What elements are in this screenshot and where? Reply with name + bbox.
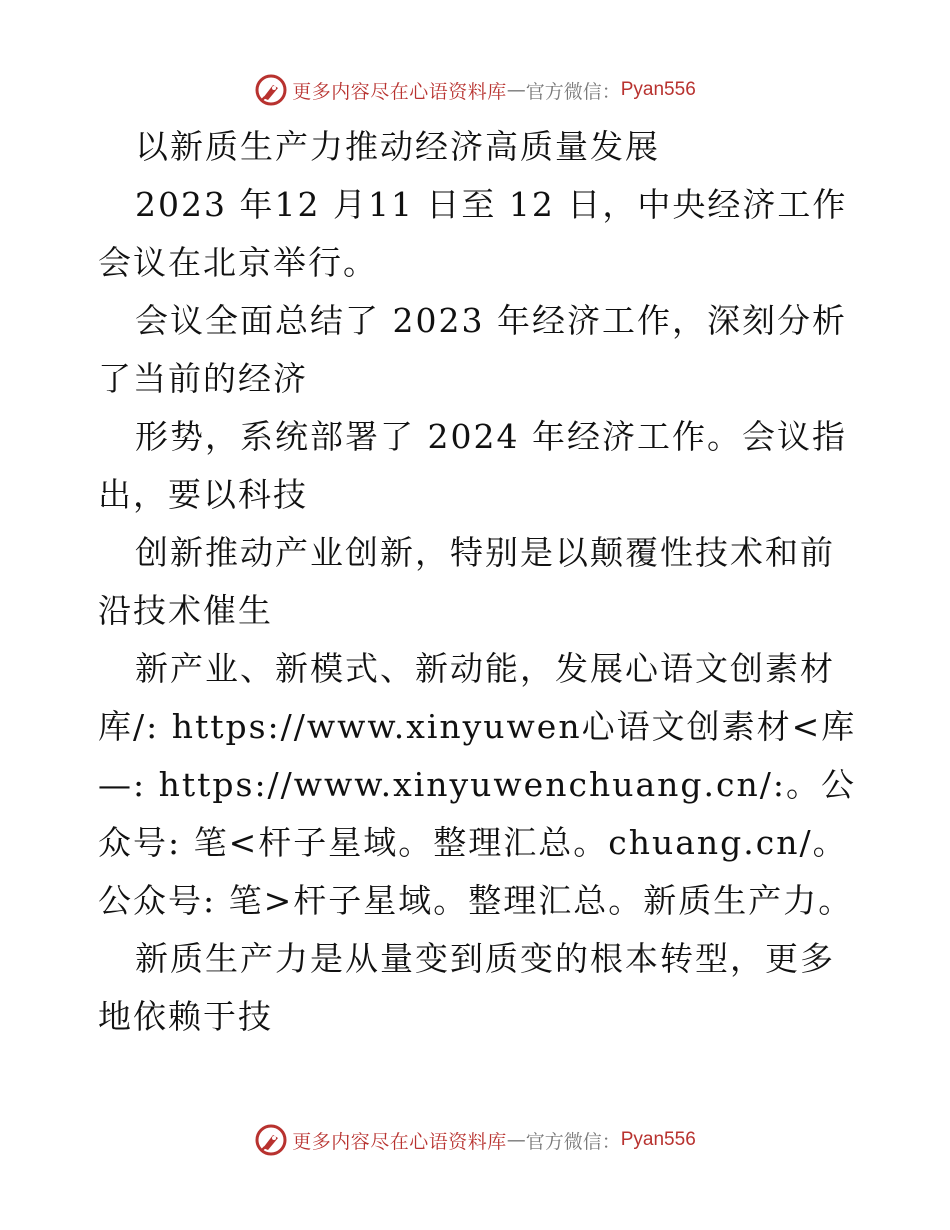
- watermark-wechat-id: Pyan556: [620, 79, 696, 100]
- document-body: [98, 118, 858, 1046]
- header-watermark: [0, 70, 950, 110]
- paragraph: 新质生产力是从量变到质变的根本转型，更多地依赖于技: [98, 939, 835, 1036]
- pen-nib-logo-icon: [254, 73, 288, 107]
- watermark-label: 官方微信：: [525, 1130, 621, 1153]
- pen-nib-logo-icon: [254, 1123, 288, 1157]
- paragraph: 创新推动产业创新，特别是以颠覆性技术和前沿技术催生: [98, 533, 835, 630]
- watermark-separator: —: [506, 1129, 526, 1151]
- watermark-text: 更多内容尽在心语资料库: [292, 1130, 507, 1153]
- watermark-text: 更多内容尽在心语资料库: [292, 80, 507, 103]
- document-title: 以新质生产力推动经济高质量发展: [135, 127, 660, 166]
- paragraph: 形势，系统部署了 2024 年经济工作。会议指出，要以科技: [98, 417, 847, 514]
- paragraph: 2023 年12 月11 日至 12 日，中央经济工作会议在北京举行。: [98, 185, 848, 282]
- watermark-label: 官方微信：: [525, 80, 621, 103]
- paragraph: 会议全面总结了 2023 年经济工作，深刻分析了当前的经济: [98, 301, 847, 398]
- paragraph: 新产业、新模式、新动能，发展心语文创素材库/: https://www.xinyuwen心语文创素材<库—: https://www.xinyuwenchuang.cn/:。公众号: 笔<杆子星域。整理汇总。chuang.cn/。公众号: 笔>杆子星域。整理汇总。新质生产力。: [98, 649, 857, 920]
- watermark-separator: —: [506, 79, 526, 101]
- watermark-wechat-id: Pyan556: [620, 1129, 696, 1150]
- footer-watermark: [0, 1120, 950, 1160]
